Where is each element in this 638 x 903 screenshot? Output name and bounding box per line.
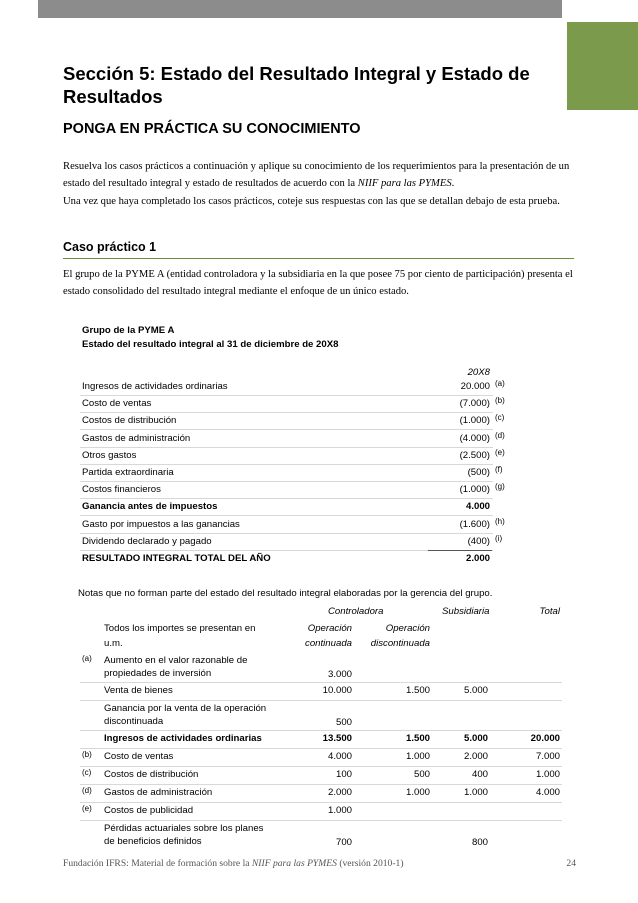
case-description: El grupo de la PYME A (entidad controladora y la subsidiaria en la que posee 75 por ciento de participación) presenta el estado consolidado del resultado integral mediante el enfoque de un único estado. — [63, 269, 573, 297]
statement-row-label: Otros gastos — [82, 449, 137, 461]
footer-text: Fundación IFRS: Material de formación sobre la NIIF para las PYMES (versión 2010-1) — [63, 858, 404, 869]
statement-row-value: (2.500) — [459, 449, 490, 461]
statement-title: Estado del resultado integral al 31 de diciembre de 20X8 — [82, 339, 339, 350]
notes-row-label: Ingresos de actividades ordinarias — [104, 733, 262, 744]
notes-row-label: Costos de publicidad — [104, 805, 194, 816]
top-bar — [38, 0, 562, 18]
statement-row-divider — [80, 498, 493, 499]
notes-row-total: 1.000 — [535, 769, 560, 780]
statement-row-divider — [80, 429, 493, 430]
notes-row-label-cont: de beneficios definidos — [104, 836, 202, 847]
notes-row-subsidiaria: 1.000 — [463, 787, 488, 798]
notes-row-label: Ganancia por la venta de la operación — [104, 703, 267, 714]
section-subtitle: PONGA EN PRÁCTICA SU CONOCIMIENTO — [63, 121, 361, 137]
col-subsidiaria: Subsidiaria — [442, 606, 490, 617]
statement-row-divider — [80, 464, 493, 465]
notes-row-label-cont: discontinuada — [104, 716, 164, 727]
statement-row-label: Ganancia antes de impuestos — [82, 501, 218, 513]
statement-row-divider — [80, 395, 493, 396]
intro-paragraph-1: Resuelva los casos prácticos a continuación y aplique su conocimiento de los requerimientos para la presentación de un estado del resultado integral y estado de resultados de acuerdo con la NIIF para las PYMES. — [63, 161, 570, 189]
notes-desc-line2: u.m. — [104, 638, 123, 649]
notes-row-label: Venta de bienes — [104, 685, 173, 696]
notes-row-label-cont: propiedades de inversión — [104, 668, 212, 679]
statement-row-label: Costos financieros — [82, 484, 161, 496]
notes-row-divider — [80, 682, 562, 683]
notes-row-note: (a) — [82, 654, 92, 663]
notes-row-divider — [80, 820, 562, 821]
statement-row-label: Costo de ventas — [82, 398, 152, 410]
notes-row-divider — [80, 700, 562, 701]
notes-row-controladora-continuada: 2.000 — [327, 787, 352, 798]
notes-row-note: (d) — [82, 786, 92, 795]
notes-row-label: Pérdidas actuariales sobre los planes — [104, 823, 264, 834]
total-rule — [428, 550, 492, 551]
statement-row-label: RESULTADO INTEGRAL TOTAL DEL AÑO — [82, 553, 271, 564]
page-title: Sección 5: Estado del Resultado Integral y Estado de Resultados — [63, 63, 530, 107]
notes-row-label: Costos de distribución — [104, 769, 199, 780]
notes-row-total: 4.000 — [535, 787, 560, 798]
statement-row-value: 20.000 — [460, 381, 490, 392]
notes-row-controladora-continuada: 700 — [335, 837, 352, 848]
notes-row-subsidiaria: 800 — [471, 837, 488, 848]
statement-row-label: Partida extraordinaria — [82, 467, 174, 478]
statement-entity: Grupo de la PYME A — [82, 325, 175, 336]
notes-row-controladora-continuada: 500 — [335, 717, 352, 728]
notes-row-total: 20.000 — [530, 733, 560, 744]
intro-paragraph-2: Una vez que haya completado los casos prácticos, coteje sus respuestas con las que se detallan debajo de esta prueba. — [63, 196, 560, 207]
notes-desc-line1: Todos los importes se presentan en — [104, 623, 256, 634]
statement-row-note: (h) — [495, 516, 505, 526]
statement-row-value: (7.000) — [459, 398, 490, 410]
op-continuada-1: Operación — [307, 623, 352, 634]
notes-row-controladora-continuada: 1.000 — [327, 805, 352, 816]
statement-row-note: (b) — [495, 396, 505, 406]
notes-row-controladora-continuada: 13.500 — [322, 733, 352, 744]
statement-row-value: 4.000 — [465, 501, 490, 513]
statement-row-label: Dividendo declarado y pagado — [82, 535, 212, 547]
notes-row-divider — [80, 784, 562, 785]
notes-row-label: Aumento en el valor razonable de — [104, 655, 248, 666]
statement-row-note: (c) — [495, 413, 505, 423]
statement-row-value: (4.000) — [459, 432, 490, 444]
notes-row-divider — [80, 730, 562, 731]
case-heading: Caso práctico 1 — [63, 240, 157, 254]
col-controladora: Controladora — [328, 606, 384, 617]
op-continuada-2: continuada — [305, 638, 352, 649]
notes-row-controladora-discontinuada: 500 — [413, 769, 430, 780]
statement-row-divider — [80, 447, 493, 448]
statement-row-note: (e) — [495, 447, 505, 457]
col-total: Total — [539, 606, 560, 617]
notes-intro: Notas que no forman parte del estado del resultado integral elaboradas por la gerencia del grupo. — [78, 588, 493, 599]
notes-row-controladora-discontinuada: 1.000 — [405, 787, 430, 798]
statement-row-value: (1.000) — [459, 415, 490, 427]
statement-row-value: (400) — [467, 535, 490, 547]
notes-row-divider — [80, 766, 562, 767]
notes-row-divider — [80, 748, 562, 749]
notes-row-note: (c) — [82, 768, 92, 777]
notes-row-controladora-discontinuada: 1.000 — [405, 751, 430, 762]
statement-row-divider — [80, 481, 493, 482]
notes-row-subsidiaria: 5.000 — [463, 685, 488, 696]
notes-row-controladora-discontinuada: 1.500 — [405, 685, 430, 696]
notes-row-controladora-continuada: 4.000 — [327, 751, 352, 762]
notes-row-label: Gastos de administración — [104, 787, 213, 798]
statement-row-value: (500) — [467, 467, 490, 478]
notes-row-controladora-continuada: 100 — [335, 769, 352, 780]
statement-row-divider — [80, 412, 493, 413]
section-tab-marker — [567, 22, 638, 110]
statement-row-divider — [80, 533, 493, 534]
notes-row-subsidiaria: 5.000 — [463, 733, 488, 744]
page-number: 24 — [566, 858, 576, 869]
statement-year: 20X8 — [467, 367, 490, 378]
statement-row-note: (f) — [495, 465, 503, 474]
statement-row-note: (g) — [495, 482, 505, 492]
notes-row-subsidiaria: 2.000 — [463, 751, 488, 762]
case-heading-rule — [63, 258, 574, 259]
notes-row-divider — [80, 802, 562, 803]
statement-row-label: Costos de distribución — [82, 415, 177, 427]
statement-row-note: (a) — [495, 379, 505, 388]
statement-row-note: (i) — [495, 533, 503, 543]
statement-row-label: Gastos de administración — [82, 432, 191, 444]
notes-row-total: 7.000 — [535, 751, 560, 762]
notes-row-subsidiaria: 400 — [471, 769, 488, 780]
statement-row-label: Gasto por impuestos a las ganancias — [82, 518, 240, 530]
statement-row-divider — [80, 515, 493, 516]
statement-row-label: Ingresos de actividades ordinarias — [82, 381, 228, 392]
op-discontinuada-2: discontinuada — [370, 638, 430, 649]
notes-row-note: (e) — [82, 804, 92, 813]
statement-row-value: (1.000) — [459, 484, 490, 496]
statement-row-note: (d) — [495, 430, 505, 440]
notes-row-label: Costo de ventas — [104, 751, 174, 762]
statement-row-value: 2.000 — [465, 553, 490, 564]
notes-row-note: (b) — [82, 750, 92, 759]
op-discontinuada-1: Operación — [385, 623, 430, 634]
statement-row-value: (1.600) — [459, 518, 490, 530]
notes-row-controladora-continuada: 3.000 — [327, 669, 352, 680]
notes-row-controladora-continuada: 10.000 — [322, 685, 352, 696]
notes-row-controladora-discontinuada: 1.500 — [405, 733, 430, 744]
